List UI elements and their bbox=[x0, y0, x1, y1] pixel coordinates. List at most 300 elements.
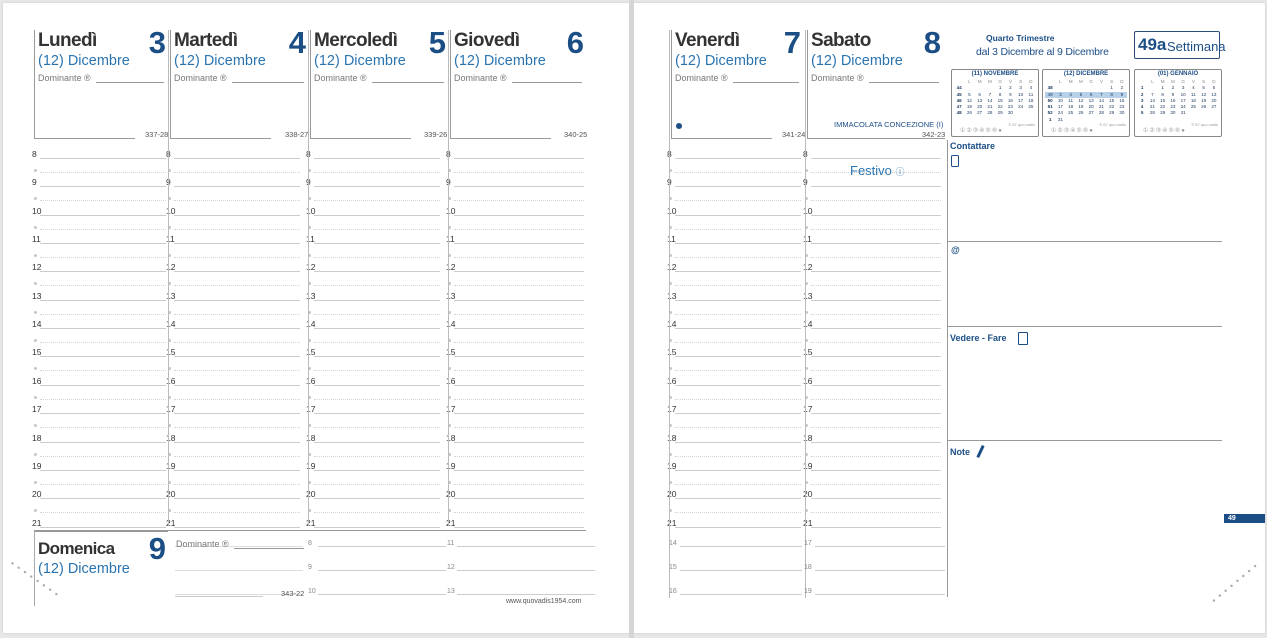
sunday-hour-line bbox=[318, 594, 446, 595]
mini-calendar-cell: L bbox=[1059, 79, 1062, 84]
mini-calendar-cell: S bbox=[1019, 79, 1023, 84]
mini-calendar-cell: 2 bbox=[1171, 85, 1175, 91]
mini-calendar-cell: 8 bbox=[998, 91, 1002, 97]
mini-calendar-copyright: © 67 quo vadis bbox=[1191, 122, 1218, 127]
mini-calendar-cell: 15 bbox=[1160, 97, 1166, 103]
half-hour-line bbox=[40, 200, 166, 201]
mini-calendar-cell: 1 bbox=[1048, 116, 1052, 122]
mini-calendar-cell: 23 bbox=[1007, 104, 1013, 110]
festivo-text: Festivo bbox=[850, 163, 892, 178]
contattare-line bbox=[948, 241, 1222, 242]
hour-label: 10 bbox=[446, 205, 456, 216]
mini-calendar-cell: 10 bbox=[1180, 91, 1186, 97]
hour-line bbox=[174, 271, 300, 272]
day-number: 4 bbox=[288, 25, 306, 60]
half-hour-line bbox=[811, 484, 941, 485]
hour-label: 14 bbox=[166, 319, 176, 330]
half-hour-line bbox=[174, 484, 300, 485]
hour-line bbox=[174, 328, 300, 329]
mini-calendar-title: (01) GENNAIO bbox=[1157, 71, 1199, 77]
vedere-title bbox=[950, 333, 1007, 343]
hour-line bbox=[314, 186, 440, 187]
mini-calendar-cell bbox=[1076, 117, 1086, 123]
column-divider bbox=[448, 30, 449, 526]
hour-line bbox=[454, 442, 584, 443]
half-hour-line bbox=[675, 399, 801, 400]
hour-line bbox=[675, 271, 801, 272]
mini-calendar-cell: 2 bbox=[1120, 85, 1124, 91]
mini-calendar-cell: V bbox=[1191, 79, 1195, 84]
dominante-label: Dominante bbox=[314, 73, 358, 83]
hour-label: 11 bbox=[667, 234, 676, 245]
sunday-hour-line bbox=[318, 570, 446, 571]
hour-label: 10 bbox=[803, 205, 813, 216]
half-hour-line bbox=[811, 342, 941, 343]
hour-line bbox=[811, 498, 941, 499]
day-bracket bbox=[450, 30, 551, 139]
hour-line bbox=[174, 243, 300, 244]
half-hour-line bbox=[314, 200, 440, 201]
sunday-hour: 13 bbox=[447, 588, 455, 595]
mini-calendar-cell: 24 bbox=[1018, 104, 1024, 110]
sunday-hour-line bbox=[457, 546, 595, 547]
mini-calendar-grid bbox=[954, 79, 1036, 117]
half-hour-line bbox=[811, 200, 941, 201]
mini-calendar-cell: 52 bbox=[1047, 110, 1053, 116]
half-hour-line bbox=[811, 314, 941, 315]
mini-calendar bbox=[1042, 69, 1130, 137]
hour-label: 16 bbox=[803, 375, 813, 386]
mini-calendar-cell: 5 bbox=[1076, 92, 1086, 98]
hour-line bbox=[174, 470, 300, 471]
hour-label: 17 bbox=[446, 404, 456, 415]
hour-label: 12 bbox=[166, 262, 176, 273]
mini-calendar-cell: 23 bbox=[1119, 104, 1125, 110]
hour-line bbox=[811, 527, 941, 528]
half-hour-line bbox=[174, 427, 300, 428]
mini-calendar-cell: 25 bbox=[1068, 110, 1074, 116]
mini-calendar-cell: 1 bbox=[1110, 85, 1113, 91]
day-bracket bbox=[671, 30, 772, 139]
sunday-hour: 8 bbox=[308, 540, 312, 547]
corner-ornament-right: • • • • • • • • bbox=[1209, 560, 1261, 606]
hour-line bbox=[454, 243, 584, 244]
day-name: Venerdì bbox=[675, 30, 740, 51]
half-hour-line bbox=[174, 285, 300, 286]
quarter-title: Quarto Trimestre bbox=[986, 33, 1055, 43]
hour-line bbox=[314, 442, 440, 443]
hour-line bbox=[40, 158, 166, 159]
mini-calendar-cell: 17 bbox=[1057, 104, 1063, 110]
day-name: Sabato bbox=[811, 30, 871, 51]
hour-label: 8 bbox=[166, 149, 171, 159]
dominante-label: Dominante bbox=[454, 73, 498, 83]
hour-label: 21 bbox=[446, 517, 456, 528]
mini-calendar-cell: 3 bbox=[1140, 97, 1144, 103]
mini-calendar-cell: M bbox=[1160, 79, 1165, 84]
hour-line bbox=[811, 385, 941, 386]
mini-calendar-cell: 16 bbox=[1170, 97, 1176, 103]
hour-label: 9 bbox=[306, 177, 311, 188]
mini-calendar-cell: 27 bbox=[977, 110, 983, 116]
hour-label: 18 bbox=[803, 432, 813, 443]
day-month: (12) Dicembre bbox=[38, 53, 130, 69]
hour-label: 9 bbox=[667, 177, 672, 188]
hour-label: 11 bbox=[446, 234, 455, 245]
hour-line bbox=[454, 385, 584, 386]
hour-label: 14 bbox=[306, 319, 316, 330]
hour-line bbox=[675, 243, 801, 244]
mini-calendar-cell: 8 bbox=[1107, 92, 1117, 98]
day-number: 5 bbox=[428, 25, 446, 60]
mini-calendar-cell: 12 bbox=[1078, 97, 1084, 103]
mini-calendar-cell: 24 bbox=[1180, 104, 1186, 110]
day-number: 7 bbox=[783, 25, 801, 60]
half-hour-dot bbox=[34, 453, 37, 456]
mini-calendar-cell: 44 bbox=[956, 85, 962, 91]
half-hour-line bbox=[811, 456, 941, 457]
mini-calendar-cell: 50 bbox=[1047, 97, 1053, 103]
half-hour-line bbox=[174, 200, 300, 201]
half-hour-line bbox=[174, 370, 300, 371]
hour-label: 10 bbox=[166, 205, 176, 216]
mini-calendar-cell: 15 bbox=[997, 97, 1003, 103]
mini-calendar-cell: 20 bbox=[1211, 97, 1217, 103]
hour-line bbox=[314, 498, 440, 499]
extra-hour-line bbox=[815, 546, 945, 547]
mini-calendar-cell: 11 bbox=[1190, 91, 1196, 97]
mini-calendar-cell: 18 bbox=[1068, 104, 1074, 110]
corner-ornament-left: • • • • • • • • bbox=[8, 558, 62, 600]
mini-calendar-cell: 26 bbox=[966, 110, 972, 116]
hour-line bbox=[454, 158, 584, 159]
sunday-month: (12) Dicembre bbox=[38, 561, 130, 577]
day-month: (12) Dicembre bbox=[314, 53, 406, 69]
mini-calendar-cell: 29 bbox=[1160, 110, 1166, 116]
hour-line bbox=[174, 215, 300, 216]
mini-calendar-cell: 16 bbox=[1007, 97, 1013, 103]
hour-line bbox=[40, 470, 166, 471]
hour-label: 12 bbox=[446, 262, 456, 273]
column-divider bbox=[805, 30, 806, 598]
mini-calendar-cell bbox=[1086, 117, 1096, 123]
day-code: 338-27 bbox=[285, 130, 309, 139]
hour-line bbox=[40, 186, 166, 187]
day-bracket bbox=[170, 30, 271, 139]
mini-calendar-cell: 22 bbox=[1160, 104, 1166, 110]
mini-calendar-cell: 1 bbox=[1161, 85, 1164, 91]
hour-line bbox=[675, 328, 801, 329]
hour-line bbox=[454, 271, 584, 272]
hour-label: 15 bbox=[32, 347, 42, 358]
hour-label: 13 bbox=[446, 290, 456, 301]
hour-label: 16 bbox=[446, 375, 456, 386]
half-hour-dot bbox=[34, 311, 37, 314]
mini-calendar-cell: 6 bbox=[1212, 85, 1216, 91]
hour-label: 16 bbox=[667, 375, 677, 386]
hour-line bbox=[811, 271, 941, 272]
mini-calendar-cell: 12 bbox=[966, 97, 972, 103]
hour-label: 14 bbox=[667, 319, 677, 330]
half-hour-line bbox=[174, 512, 300, 513]
mini-calendar-cell: 48 bbox=[1047, 85, 1053, 91]
half-hour-line bbox=[675, 512, 801, 513]
hour-line bbox=[174, 385, 300, 386]
mini-calendar-cell: D bbox=[1212, 79, 1216, 84]
hour-label: 18 bbox=[306, 432, 316, 443]
mini-calendar-cell: M bbox=[1170, 79, 1175, 84]
mini-calendar-cell: 29 bbox=[1109, 110, 1115, 116]
sunday-number: 9 bbox=[148, 531, 166, 566]
sunday-hour: 9 bbox=[308, 564, 312, 571]
mini-calendar-cell bbox=[1066, 117, 1076, 123]
hour-label: 8 bbox=[446, 149, 451, 159]
hour-label: 21 bbox=[803, 517, 813, 528]
hour-label: 15 bbox=[446, 347, 456, 358]
hour-line bbox=[675, 300, 801, 301]
hour-label: 13 bbox=[667, 290, 677, 301]
mini-calendar-cell: 2 bbox=[1140, 91, 1144, 97]
mini-calendar-cell: 4 bbox=[1140, 104, 1144, 110]
half-hour-line bbox=[811, 427, 941, 428]
half-hour-line bbox=[40, 342, 166, 343]
info-icon: ⓘ bbox=[895, 167, 905, 177]
hour-line bbox=[174, 442, 300, 443]
mini-calendar-copyright: © 67 quo vadis bbox=[1008, 122, 1035, 127]
hour-line bbox=[174, 356, 300, 357]
mini-calendar-cell bbox=[1199, 110, 1209, 116]
moon-phase-icons: ①②③④⑤⑥● bbox=[1143, 128, 1186, 134]
mini-calendar-copyright: © 67 quo vadis bbox=[1099, 122, 1126, 127]
hour-line bbox=[174, 186, 300, 187]
extra-hour-line bbox=[680, 546, 802, 547]
mini-calendar-cell: 10 bbox=[1057, 97, 1063, 103]
mini-calendar-cell: 28 bbox=[1149, 110, 1155, 116]
dominante: Dominante ® bbox=[38, 73, 91, 83]
hour-line bbox=[314, 527, 440, 528]
hour-line bbox=[314, 271, 440, 272]
mini-calendar-title: (11) NOVEMBRE bbox=[971, 71, 1019, 77]
mini-calendar-cell: 5 bbox=[968, 91, 971, 97]
mini-calendar bbox=[951, 69, 1039, 137]
hour-line bbox=[675, 498, 801, 499]
half-hour-line bbox=[40, 484, 166, 485]
sunday-hour-line bbox=[175, 570, 303, 571]
hour-label: 11 bbox=[32, 234, 41, 245]
half-hour-line bbox=[174, 399, 300, 400]
hour-line bbox=[454, 328, 584, 329]
mini-calendar-cell: 30 bbox=[1007, 110, 1013, 116]
hour-line bbox=[314, 158, 440, 159]
half-hour-line bbox=[40, 370, 166, 371]
half-hour-line bbox=[675, 484, 801, 485]
mini-calendar-cell: 29 bbox=[997, 110, 1003, 116]
half-hour-line bbox=[811, 285, 941, 286]
extra-hour-line bbox=[680, 594, 802, 595]
half-hour-line bbox=[40, 427, 166, 428]
sunday-dominante-line bbox=[234, 548, 304, 549]
hour-label: 15 bbox=[667, 347, 677, 358]
hour-line bbox=[675, 442, 801, 443]
day-number: 3 bbox=[148, 25, 166, 60]
mini-calendar-cell: 7 bbox=[988, 91, 992, 97]
hour-line bbox=[40, 498, 166, 499]
hour-line bbox=[675, 158, 801, 159]
hour-line bbox=[811, 215, 941, 216]
mini-calendar-cell bbox=[1209, 110, 1219, 116]
hour-label: 21 bbox=[306, 517, 316, 528]
mini-calendar-cell: 3 bbox=[1019, 85, 1022, 91]
mini-calendar-cell: 26 bbox=[1201, 104, 1207, 110]
hour-line bbox=[454, 470, 584, 471]
mini-calendar-cell: 15 bbox=[1109, 97, 1115, 103]
hour-label: 11 bbox=[166, 234, 175, 245]
day-name: Giovedì bbox=[454, 30, 520, 51]
mini-calendar-cell: 13 bbox=[977, 97, 983, 103]
half-hour-line bbox=[454, 399, 584, 400]
day-month: (12) Dicembre bbox=[675, 53, 767, 69]
dominante-label: Dominante bbox=[38, 73, 82, 83]
half-hour-line bbox=[174, 314, 300, 315]
mini-calendar-cell: 11 bbox=[1068, 97, 1074, 103]
mini-calendar-cell: V bbox=[1008, 79, 1012, 84]
half-hour-line bbox=[811, 229, 941, 230]
hour-label: 17 bbox=[166, 404, 176, 415]
mini-calendar-cell: 1 bbox=[998, 85, 1002, 91]
hour-label: 21 bbox=[32, 517, 42, 528]
half-hour-line bbox=[40, 172, 166, 173]
dominante-label: Dominante bbox=[174, 73, 218, 83]
hour-label: 17 bbox=[803, 404, 813, 415]
hour-line bbox=[314, 328, 440, 329]
hour-line bbox=[811, 158, 941, 159]
mini-calendar-cell: 3 bbox=[1055, 92, 1065, 98]
hour-label: 19 bbox=[667, 460, 677, 471]
day-bracket bbox=[34, 30, 135, 139]
half-hour-dot bbox=[34, 481, 37, 484]
half-hour-line bbox=[675, 314, 801, 315]
hour-line bbox=[174, 158, 300, 159]
hour-line bbox=[40, 356, 166, 357]
half-hour-line bbox=[174, 342, 300, 343]
hour-label: 14 bbox=[446, 319, 456, 330]
mini-calendar-cell: 28 bbox=[1098, 110, 1104, 116]
mini-calendar-cell: 12 bbox=[1201, 91, 1207, 97]
mini-calendar-cell: D bbox=[1029, 79, 1033, 84]
mini-calendar bbox=[1134, 69, 1222, 137]
hour-label: 14 bbox=[803, 319, 813, 330]
at-line bbox=[948, 326, 1222, 327]
half-hour-line bbox=[675, 370, 801, 371]
mini-calendar-cell: 25 bbox=[1028, 104, 1034, 110]
mini-calendar-cell: 45 bbox=[956, 91, 962, 97]
hour-label: 17 bbox=[32, 404, 42, 415]
extra-hour: 18 bbox=[804, 564, 812, 571]
hour-line bbox=[811, 413, 941, 414]
mini-calendar-cell: 31 bbox=[1180, 110, 1186, 116]
hour-label: 12 bbox=[667, 262, 677, 273]
mini-calendar-cell: 9 bbox=[1009, 91, 1012, 97]
hour-label: 10 bbox=[667, 205, 677, 216]
day-name: Lunedì bbox=[38, 30, 97, 51]
quarter-range: dal 3 Dicembre al 9 Dicembre bbox=[976, 46, 1109, 58]
mini-calendar-cell: G bbox=[1089, 79, 1093, 84]
hour-label: 20 bbox=[803, 489, 813, 500]
hour-line bbox=[675, 215, 801, 216]
sunday-left-border bbox=[34, 531, 35, 606]
half-hour-line bbox=[314, 399, 440, 400]
half-hour-line bbox=[675, 285, 801, 286]
mini-calendar-cell bbox=[1026, 110, 1036, 116]
mini-calendar-cell: 5 bbox=[1140, 110, 1144, 116]
hour-label: 11 bbox=[803, 234, 812, 245]
mini-calendar-title: (12) DICEMBRE bbox=[1063, 71, 1109, 77]
mini-calendar-cell: M bbox=[1078, 79, 1083, 84]
mini-calendar-cell: D bbox=[1120, 79, 1124, 84]
half-hour-line bbox=[314, 484, 440, 485]
column-divider bbox=[308, 30, 309, 526]
hour-label: 18 bbox=[166, 432, 176, 443]
sunday-hour: 12 bbox=[447, 564, 455, 571]
mini-calendar-cell: 11 bbox=[1028, 91, 1034, 97]
mini-calendar-cell: 18 bbox=[1028, 97, 1034, 103]
day-bracket bbox=[310, 30, 411, 139]
phone-icon bbox=[951, 155, 959, 167]
mini-calendar-grid bbox=[1137, 79, 1219, 117]
hour-label: 19 bbox=[166, 460, 176, 471]
mini-calendar-cell: 6 bbox=[1086, 92, 1096, 98]
extra-hour: 17 bbox=[804, 540, 812, 547]
mini-calendar-cell: 4 bbox=[1066, 92, 1076, 98]
column-divider bbox=[669, 30, 670, 598]
half-hour-line bbox=[454, 427, 584, 428]
mini-calendar-cell: M bbox=[1068, 79, 1073, 84]
hour-line bbox=[454, 186, 584, 187]
mini-calendar-cell: 7 bbox=[1151, 91, 1154, 97]
half-hour-line bbox=[314, 172, 440, 173]
mini-calendar-cell: 30 bbox=[1119, 110, 1125, 116]
half-hour-line bbox=[40, 399, 166, 400]
column-divider bbox=[168, 30, 169, 526]
half-hour-line bbox=[454, 229, 584, 230]
hour-label: 21 bbox=[667, 517, 677, 528]
sunday-dominante: Dominante ® bbox=[176, 539, 229, 549]
mini-calendar-cell: 3 bbox=[1181, 85, 1185, 91]
hour-line bbox=[811, 442, 941, 443]
mini-calendar-grid bbox=[1045, 79, 1127, 123]
hour-label: 10 bbox=[306, 205, 316, 216]
half-hour-line bbox=[314, 370, 440, 371]
day-month: (12) Dicembre bbox=[811, 53, 903, 69]
dominante: Dominante ® bbox=[314, 73, 367, 83]
festivo-label bbox=[850, 163, 905, 178]
hour-label: 20 bbox=[667, 489, 677, 500]
mini-calendar-cell: 27 bbox=[1088, 110, 1094, 116]
hour-line bbox=[454, 215, 584, 216]
half-hour-line bbox=[454, 200, 584, 201]
hour-line bbox=[40, 300, 166, 301]
half-hour-line bbox=[174, 172, 300, 173]
hour-label: 13 bbox=[32, 290, 42, 301]
mini-calendar-cell: 7 bbox=[1096, 92, 1106, 98]
sunday-name: Domenica bbox=[38, 539, 115, 558]
day-number: 6 bbox=[566, 25, 584, 60]
mini-calendar-cell: 24 bbox=[1057, 110, 1063, 116]
day-code: 342-23 bbox=[922, 130, 946, 139]
hour-line bbox=[314, 300, 440, 301]
sunday-hour: 11 bbox=[447, 540, 455, 547]
hour-label: 8 bbox=[306, 149, 311, 159]
